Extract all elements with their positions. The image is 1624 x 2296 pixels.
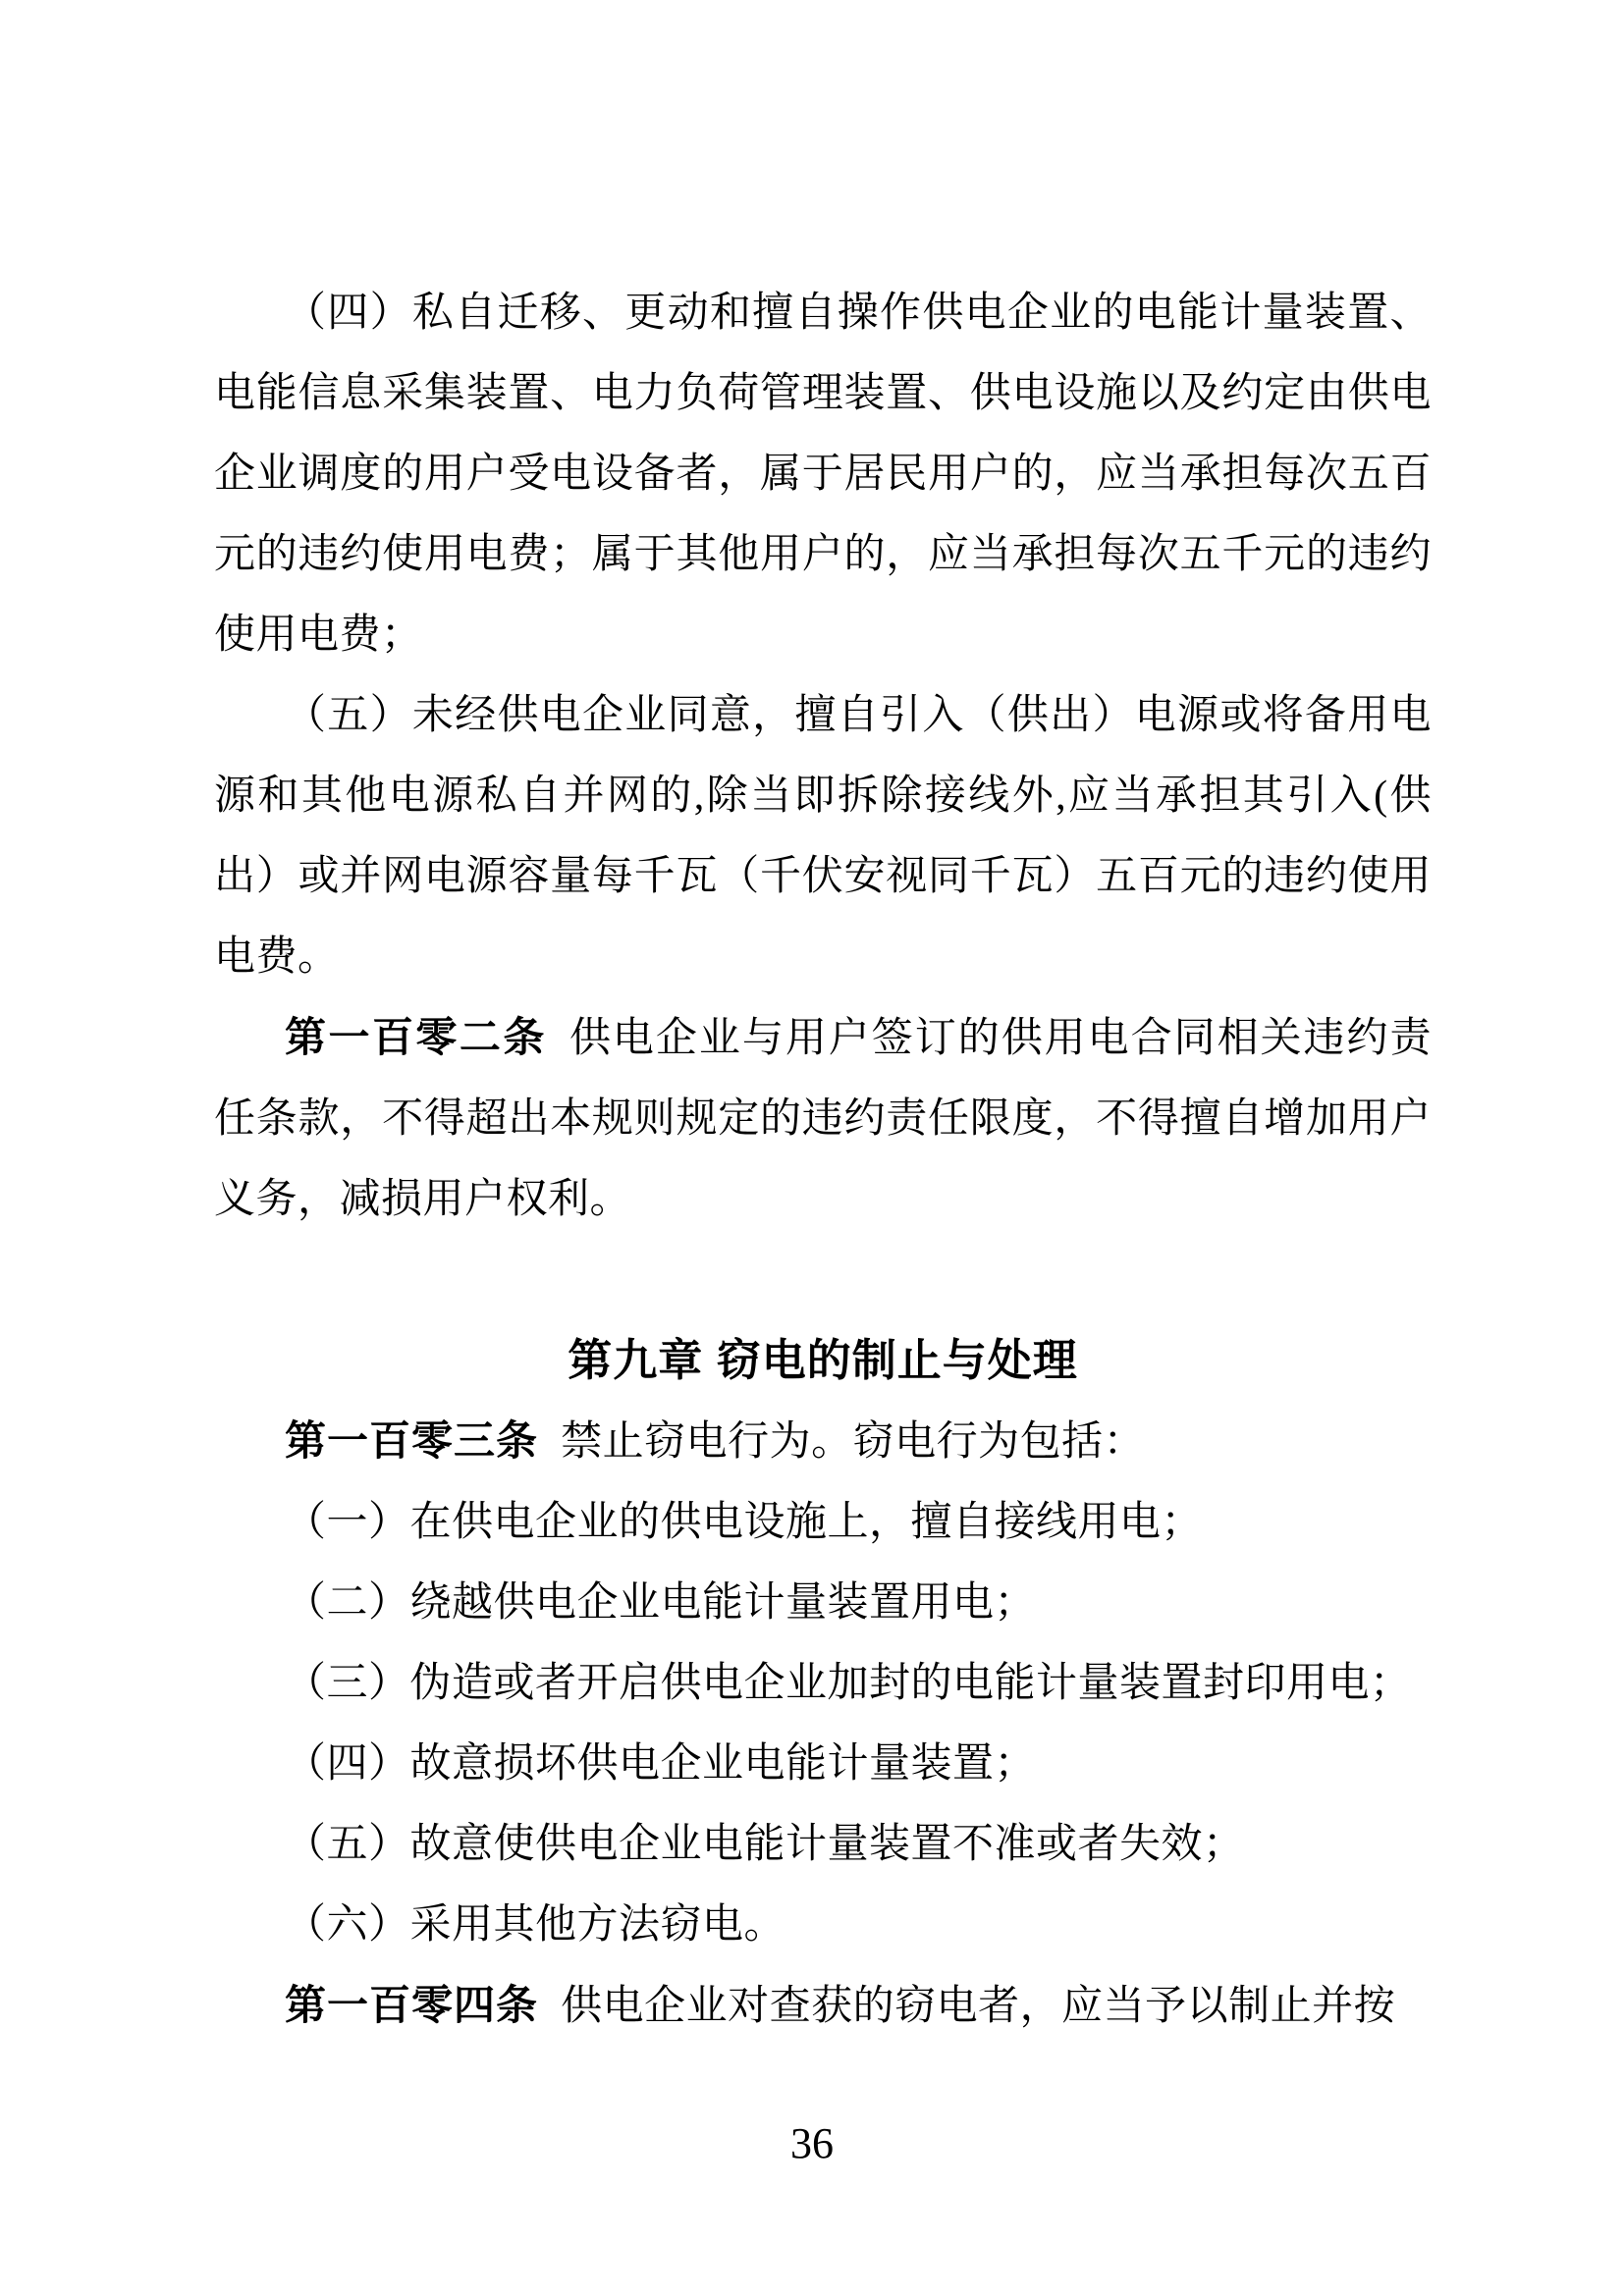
article-104-label: 第一百零四条 (285, 1982, 539, 2028)
paragraph-clause-5: （五）未经供电企业同意，擅自引入（供出）电源或将备用电源和其他电源私自并网的,除当即拆除接线外,应当承担其引入(供出）或并网电源容量每千瓦（千伏安视同千瓦）五百元的违约使用电费。 (214, 693, 1432, 980)
article-102-label: 第一百零二条 (285, 1014, 547, 1060)
article-102-text: 供电企业与用户签订的供用电合同相关违约责任条款，不得超出本规则规定的违约责任限度，不得擅自增加用户义务，减损用户权利。 (214, 1016, 1432, 1222)
chapter-heading: 第九章 窃电的制止与处理 (568, 1335, 1078, 1385)
page-body-text (214, 273, 1432, 2047)
article-104-text: 供电企业对查获的窃电者，应当予以制止并按 (561, 1984, 1396, 2029)
list-item-1: （一）在供电企业的供电设施上，擅自接线用电； (285, 1500, 1204, 1545)
page-number: 36 (790, 2119, 834, 2167)
list-item-3: （三）伪造或者开启供电企业加封的电能计量装置封印用电； (285, 1661, 1412, 1706)
article-103-text: 禁止窃电行为。窃电行为包括： (561, 1419, 1146, 1465)
paragraph-clause-4: （四）私自迁移、更动和擅自操作供电企业的电能计量装置、电能信息采集装置、电力负荷管理装置、供电设施以及约定由供电企业调度的用户受电设备者，属于居民用户的，应当承担每次五百元的违约使用电费；属于其他用户的，应当承担每次五千元的违约使用电费； (214, 291, 1432, 658)
article-103-label: 第一百零三条 (285, 1417, 539, 1464)
list-item-6: （六）采用其他方法窃电。 (285, 1902, 786, 1948)
list-item-2: （二）绕越供电企业电能计量装置用电； (285, 1580, 1037, 1626)
paragraph-article-104 (214, 1965, 1432, 2047)
list-item-5: （五）故意使供电企业电能计量装置不准或者失效； (285, 1822, 1245, 1867)
paragraph-article-103 (214, 1401, 1432, 1482)
paragraph-article-102 (214, 997, 1432, 1240)
list-item-4: （四）故意损坏供电企业电能计量装置； (285, 1741, 1037, 1787)
